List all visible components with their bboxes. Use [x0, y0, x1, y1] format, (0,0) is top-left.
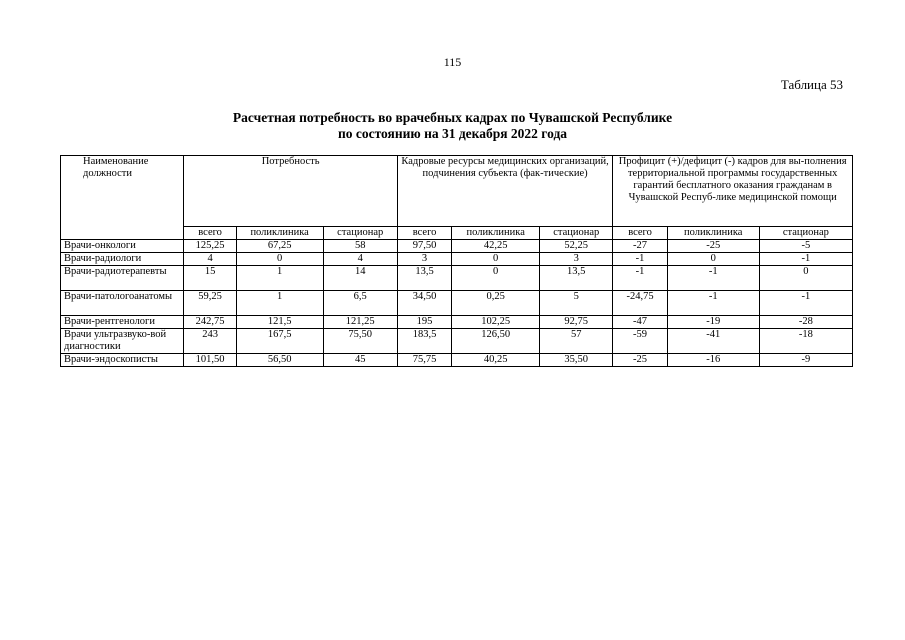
cell-value: 102,25 — [452, 316, 540, 329]
cell-value: 57 — [540, 329, 613, 354]
cell-value: 5 — [540, 291, 613, 316]
cell-value: 0 — [452, 253, 540, 266]
table-row — [61, 253, 853, 266]
cell-value: 75,50 — [323, 329, 397, 354]
cell-value: -41 — [667, 329, 759, 354]
cell-value: 243 — [184, 329, 236, 354]
cell-value: -24,75 — [613, 291, 667, 316]
cell-value: 1 — [236, 291, 323, 316]
row-name: Врачи-радиологи — [61, 253, 184, 266]
cell-value: 195 — [397, 316, 451, 329]
table-row — [61, 329, 853, 354]
cell-value: -47 — [613, 316, 667, 329]
cell-value: 3 — [397, 253, 451, 266]
cell-value: 4 — [184, 253, 236, 266]
cell-value: 242,75 — [184, 316, 236, 329]
subheader-total: всего — [613, 227, 667, 240]
cell-value: -27 — [613, 240, 667, 253]
cell-value: 125,25 — [184, 240, 236, 253]
cell-value: -59 — [613, 329, 667, 354]
cell-value: 121,5 — [236, 316, 323, 329]
row-name: Врачи-патологоанатомы — [61, 291, 184, 316]
cell-value: 56,50 — [236, 354, 323, 367]
header-position: Наименование должности — [61, 156, 184, 240]
table-row — [61, 266, 853, 291]
header-group-surplus: Профицит (+)/дефицит (-) кадров для вы-полнения территориальной программы государственных гарантий бесплатного оказания гражданам в Чувашской Респуб-лике медицинской помощи — [613, 156, 853, 227]
table-row — [61, 240, 853, 253]
cell-value: -1 — [759, 291, 852, 316]
subheader-hospital: стационар — [540, 227, 613, 240]
title-line-2: по состоянию на 31 декабря 2022 года — [337, 126, 568, 141]
cell-value: -1 — [667, 266, 759, 291]
cell-value: -9 — [759, 354, 852, 367]
cell-value: 35,50 — [540, 354, 613, 367]
cell-value: 13,5 — [397, 266, 451, 291]
cell-value: 0 — [452, 266, 540, 291]
cell-value: 101,50 — [184, 354, 236, 367]
cell-value: 42,25 — [452, 240, 540, 253]
subheader-hospital: стационар — [323, 227, 397, 240]
cell-value: -25 — [613, 354, 667, 367]
row-name: Врачи-онкологи — [61, 240, 184, 253]
subheader-total: всего — [397, 227, 451, 240]
cell-value: -28 — [759, 316, 852, 329]
cell-value: 0 — [667, 253, 759, 266]
cell-value: 0,25 — [452, 291, 540, 316]
cell-value: -18 — [759, 329, 852, 354]
cell-value: 14 — [323, 266, 397, 291]
cell-value: -19 — [667, 316, 759, 329]
cell-value: 4 — [323, 253, 397, 266]
staffing-table — [60, 155, 853, 367]
cell-value: 0 — [236, 253, 323, 266]
cell-value: 75,75 — [397, 354, 451, 367]
row-name: Врачи-радиотерапевты — [61, 266, 184, 291]
row-name: Врачи-рентгенологи — [61, 316, 184, 329]
cell-value: 6,5 — [323, 291, 397, 316]
cell-value: -25 — [667, 240, 759, 253]
document-title — [0, 110, 905, 142]
cell-value: 167,5 — [236, 329, 323, 354]
cell-value: 121,25 — [323, 316, 397, 329]
cell-value: 52,25 — [540, 240, 613, 253]
title-line-1: Расчетная потребность во врачебных кадрах по Чувашской Республике — [232, 110, 673, 125]
cell-value: 45 — [323, 354, 397, 367]
cell-value: 67,25 — [236, 240, 323, 253]
table-row — [61, 354, 853, 367]
cell-value: 58 — [323, 240, 397, 253]
table-row — [61, 291, 853, 316]
cell-value: 13,5 — [540, 266, 613, 291]
cell-value: 97,50 — [397, 240, 451, 253]
subheader-total: всего — [184, 227, 236, 240]
cell-value: 126,50 — [452, 329, 540, 354]
cell-value: 34,50 — [397, 291, 451, 316]
cell-value: 183,5 — [397, 329, 451, 354]
cell-value: 1 — [236, 266, 323, 291]
row-name: Врачи ультразвуко-вой диагностики — [61, 329, 184, 354]
table-label: Таблица 53 — [780, 77, 843, 92]
header-group-need: Потребность — [184, 156, 397, 227]
row-name: Врачи-эндоскописты — [61, 354, 184, 367]
cell-value: -1 — [759, 253, 852, 266]
cell-value: 59,25 — [184, 291, 236, 316]
cell-value: 40,25 — [452, 354, 540, 367]
cell-value: 0 — [759, 266, 852, 291]
page-number: 115 — [443, 55, 462, 69]
cell-value: 15 — [184, 266, 236, 291]
subheader-clinic: поликлиника — [667, 227, 759, 240]
cell-value: -5 — [759, 240, 852, 253]
subheader-clinic: поликлиника — [452, 227, 540, 240]
table-row — [61, 316, 853, 329]
cell-value: -1 — [613, 253, 667, 266]
cell-value: -16 — [667, 354, 759, 367]
cell-value: -1 — [667, 291, 759, 316]
cell-value: 92,75 — [540, 316, 613, 329]
cell-value: -1 — [613, 266, 667, 291]
subheader-clinic: поликлиника — [236, 227, 323, 240]
subheader-hospital: стационар — [759, 227, 852, 240]
cell-value: 3 — [540, 253, 613, 266]
header-group-resources: Кадровые ресурсы медицинских организаций, подчинения субъекта (фак-тические) — [397, 156, 612, 227]
